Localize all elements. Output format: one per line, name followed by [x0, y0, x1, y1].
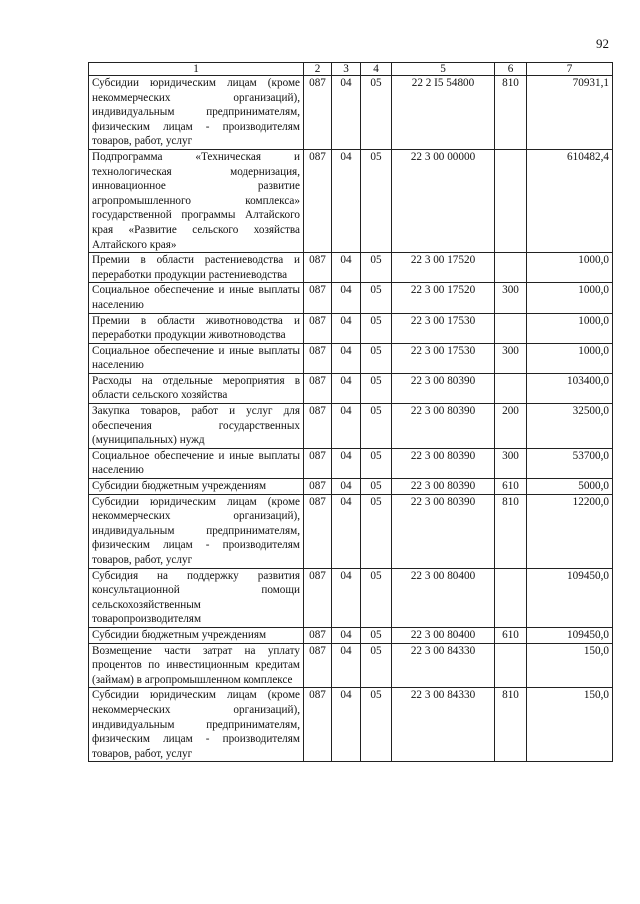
amount: 150,0	[527, 643, 613, 688]
table-row	[89, 448, 613, 478]
expense-type-code: 300	[495, 343, 527, 373]
column-header: 2	[304, 63, 332, 76]
target-article-code: 22 3 00 17530	[392, 313, 495, 343]
section-code: 04	[332, 149, 361, 252]
expense-name: Премии в области животноводства и переработки продукции животноводства	[89, 313, 304, 343]
subsection-code: 05	[361, 283, 392, 313]
expense-name: Субсидия на поддержку развития консультационной помощи сельскохозяйственным товаропроизводителям	[89, 568, 304, 627]
target-article-code: 22 3 00 80390	[392, 404, 495, 449]
expense-name: Подпрограмма «Техническая и технологическая модернизация, инновационное развитие агропромышленного комплекса» государственной программы Алтайского края «Развитие сельского хозяйства Алтайского края»	[89, 149, 304, 252]
subsection-code: 05	[361, 568, 392, 627]
subsection-code: 05	[361, 313, 392, 343]
amount: 109450,0	[527, 627, 613, 643]
ministry-code: 087	[304, 494, 332, 568]
expense-name: Субсидии юридическим лицам (кроме некоммерческих организаций), индивидуальным предпринимателям, физическим лицам - производителям товаров, работ, услуг	[89, 76, 304, 150]
target-article-code: 22 3 00 84330	[392, 643, 495, 688]
section-code: 04	[332, 568, 361, 627]
amount: 1000,0	[527, 253, 613, 283]
table-header-row	[89, 63, 613, 76]
expense-type-code: 610	[495, 627, 527, 643]
amount: 1000,0	[527, 313, 613, 343]
subsection-code: 05	[361, 404, 392, 449]
section-code: 04	[332, 448, 361, 478]
section-code: 04	[332, 313, 361, 343]
subsection-code: 05	[361, 343, 392, 373]
subsection-code: 05	[361, 149, 392, 252]
target-article-code: 22 3 00 80390	[392, 479, 495, 495]
ministry-code: 087	[304, 627, 332, 643]
ministry-code: 087	[304, 568, 332, 627]
column-header: 7	[527, 63, 613, 76]
amount: 32500,0	[527, 404, 613, 449]
table-row	[89, 149, 613, 252]
amount: 109450,0	[527, 568, 613, 627]
section-code: 04	[332, 373, 361, 403]
ministry-code: 087	[304, 373, 332, 403]
table-row	[89, 283, 613, 313]
section-code: 04	[332, 253, 361, 283]
expense-type-code: 810	[495, 494, 527, 568]
target-article-code: 22 3 00 17520	[392, 253, 495, 283]
subsection-code: 05	[361, 479, 392, 495]
column-header: 3	[332, 63, 361, 76]
target-article-code: 22 3 00 80390	[392, 373, 495, 403]
amount: 5000,0	[527, 479, 613, 495]
ministry-code: 087	[304, 404, 332, 449]
expense-type-code: 810	[495, 688, 527, 762]
target-article-code: 22 3 00 80400	[392, 568, 495, 627]
expense-name: Социальное обеспечение и иные выплаты населению	[89, 283, 304, 313]
expense-type-code	[495, 149, 527, 252]
table-row	[89, 313, 613, 343]
expense-type-code	[495, 373, 527, 403]
amount: 150,0	[527, 688, 613, 762]
section-code: 04	[332, 479, 361, 495]
column-header: 4	[361, 63, 392, 76]
expense-type-code: 300	[495, 283, 527, 313]
target-article-code: 22 2 I5 54800	[392, 76, 495, 150]
subsection-code: 05	[361, 373, 392, 403]
ministry-code: 087	[304, 313, 332, 343]
ministry-code: 087	[304, 343, 332, 373]
amount: 1000,0	[527, 283, 613, 313]
table-row	[89, 76, 613, 150]
section-code: 04	[332, 494, 361, 568]
subsection-code: 05	[361, 448, 392, 478]
subsection-code: 05	[361, 627, 392, 643]
target-article-code: 22 3 00 00000	[392, 149, 495, 252]
column-header: 6	[495, 63, 527, 76]
subsection-code: 05	[361, 76, 392, 150]
ministry-code: 087	[304, 283, 332, 313]
expense-name: Закупка товаров, работ и услуг для обеспечения государственных (муниципальных) нужд	[89, 404, 304, 449]
ministry-code: 087	[304, 688, 332, 762]
section-code: 04	[332, 76, 361, 150]
section-code: 04	[332, 627, 361, 643]
page-number: 92	[596, 36, 609, 51]
section-code: 04	[332, 343, 361, 373]
column-header: 1	[89, 63, 304, 76]
amount: 70931,1	[527, 76, 613, 150]
expense-name: Социальное обеспечение и иные выплаты населению	[89, 343, 304, 373]
section-code: 04	[332, 643, 361, 688]
table-row	[89, 253, 613, 283]
section-code: 04	[332, 688, 361, 762]
subsection-code: 05	[361, 688, 392, 762]
subsection-code: 05	[361, 494, 392, 568]
table-row	[89, 568, 613, 627]
expense-type-code: 810	[495, 76, 527, 150]
table-row	[89, 373, 613, 403]
expense-type-code: 200	[495, 404, 527, 449]
ministry-code: 087	[304, 479, 332, 495]
table-row	[89, 688, 613, 762]
amount: 53700,0	[527, 448, 613, 478]
expense-type-code	[495, 568, 527, 627]
budget-table	[88, 62, 613, 762]
table-row	[89, 494, 613, 568]
amount: 610482,4	[527, 149, 613, 252]
table-row	[89, 343, 613, 373]
table-row	[89, 643, 613, 688]
expense-name: Субсидии юридическим лицам (кроме некоммерческих организаций), индивидуальным предпринимателям, физическим лицам - производителям товаров, работ, услуг	[89, 688, 304, 762]
expense-name: Социальное обеспечение и иные выплаты населению	[89, 448, 304, 478]
column-header: 5	[392, 63, 495, 76]
ministry-code: 087	[304, 76, 332, 150]
target-article-code: 22 3 00 80390	[392, 448, 495, 478]
expense-type-code	[495, 253, 527, 283]
amount: 12200,0	[527, 494, 613, 568]
expense-type-code	[495, 313, 527, 343]
amount: 103400,0	[527, 373, 613, 403]
table-row	[89, 479, 613, 495]
expense-type-code: 610	[495, 479, 527, 495]
table-row	[89, 404, 613, 449]
expense-name: Субсидии бюджетным учреждениям	[89, 479, 304, 495]
target-article-code: 22 3 00 84330	[392, 688, 495, 762]
amount: 1000,0	[527, 343, 613, 373]
expense-type-code: 300	[495, 448, 527, 478]
ministry-code: 087	[304, 253, 332, 283]
expense-type-code	[495, 643, 527, 688]
target-article-code: 22 3 00 17530	[392, 343, 495, 373]
expense-name: Субсидии бюджетным учреждениям	[89, 627, 304, 643]
section-code: 04	[332, 404, 361, 449]
expense-name: Возмещение части затрат на уплату процентов по инвестиционным кредитам (займам) в агропромышленном комплексе	[89, 643, 304, 688]
table-row	[89, 627, 613, 643]
ministry-code: 087	[304, 448, 332, 478]
section-code: 04	[332, 283, 361, 313]
expense-name: Премии в области растениеводства и переработки продукции растениеводства	[89, 253, 304, 283]
ministry-code: 087	[304, 643, 332, 688]
subsection-code: 05	[361, 643, 392, 688]
expense-name: Расходы на отдельные мероприятия в области сельского хозяйства	[89, 373, 304, 403]
target-article-code: 22 3 00 80390	[392, 494, 495, 568]
target-article-code: 22 3 00 17520	[392, 283, 495, 313]
target-article-code: 22 3 00 80400	[392, 627, 495, 643]
ministry-code: 087	[304, 149, 332, 252]
subsection-code: 05	[361, 253, 392, 283]
expense-name: Субсидии юридическим лицам (кроме некоммерческих организаций), индивидуальным предпринимателям, физическим лицам - производителям товаров, работ, услуг	[89, 494, 304, 568]
